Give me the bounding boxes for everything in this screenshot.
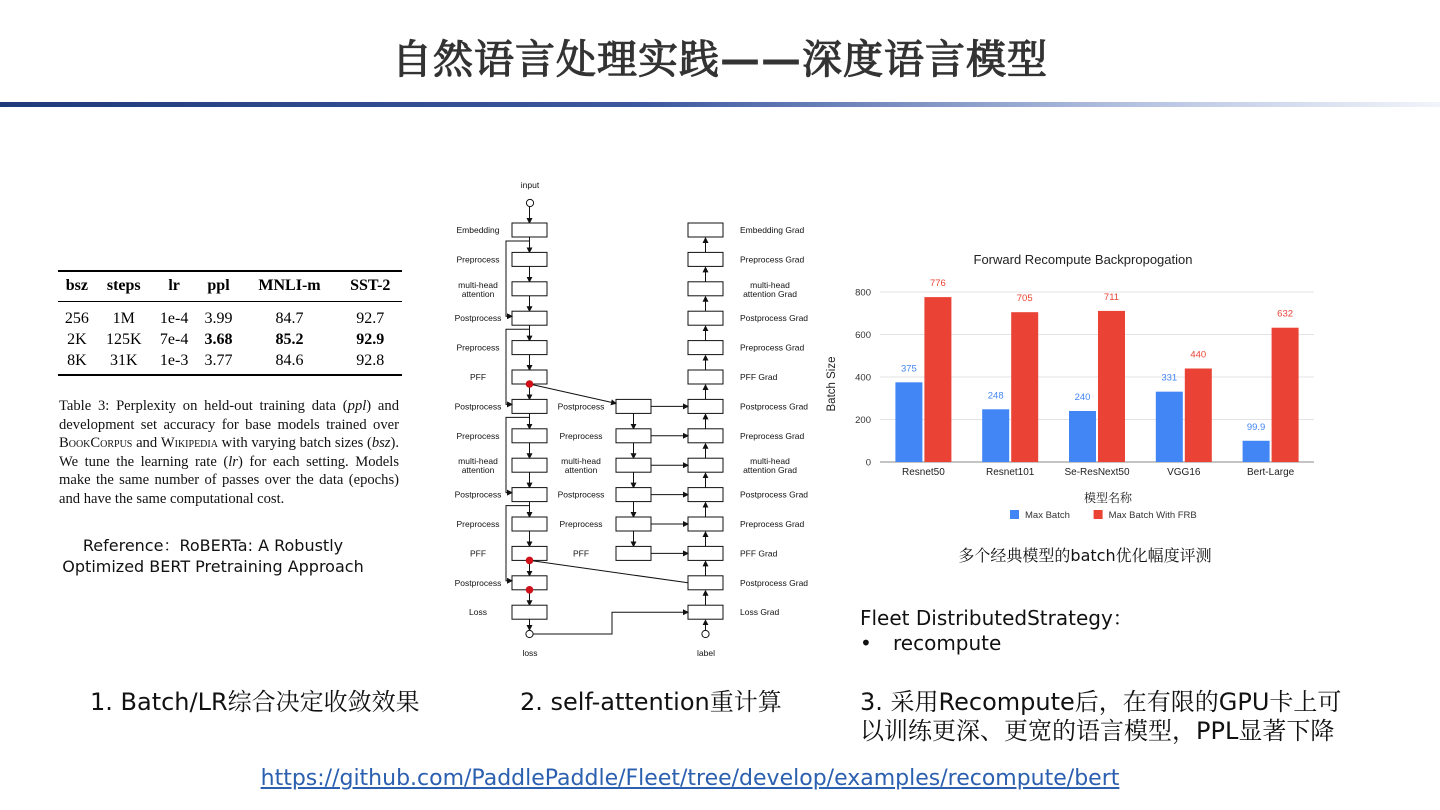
data-label: 711	[1103, 291, 1120, 303]
recompute-block	[616, 488, 651, 502]
forward-label: multi-head	[458, 279, 498, 290]
x-axis-label: 模型名称	[1083, 491, 1133, 505]
gradient-block	[688, 311, 723, 325]
forward-block	[512, 605, 547, 619]
checkpoint-link	[530, 560, 689, 582]
table-cell: 1e-3	[152, 350, 197, 375]
chart-title: Forward Recompute Backpropogation	[973, 252, 1193, 267]
bar	[1156, 392, 1183, 462]
loss-label: loss	[522, 648, 538, 658]
data-label: 375	[900, 363, 917, 375]
gradient-block	[688, 429, 723, 443]
table-cell: 85.2	[275, 330, 304, 348]
gradient-label: multi-head	[750, 279, 790, 290]
gradient-label: Loss Grad	[740, 607, 780, 618]
gradient-block	[688, 605, 723, 619]
gradient-block	[688, 488, 723, 502]
bar	[1011, 312, 1038, 462]
caption-text: with varying batch sizes (	[217, 435, 372, 452]
table-cell: 1e-4	[159, 309, 189, 327]
bar	[982, 409, 1009, 462]
legend-swatch	[1010, 510, 1019, 519]
data-label: 440	[1190, 349, 1207, 361]
bar	[1098, 311, 1125, 462]
gradient-label: Postprocess Grad	[740, 313, 809, 324]
caption-italic: bsz	[371, 435, 391, 452]
recompute-label: multi-head	[561, 456, 601, 467]
caption-text: ). We tune the learning rate (	[59, 435, 399, 470]
table-cell: 3.68	[204, 330, 233, 348]
legend-label: Max Batch	[1025, 510, 1070, 521]
table-cell: 84.6	[241, 350, 339, 375]
fleet-bullet-text: recompute	[893, 631, 1002, 655]
table-header: MNLI-m	[241, 271, 339, 302]
gradient-block	[688, 576, 723, 590]
table-header: steps	[96, 271, 152, 302]
point-self-attention: 2. self-attention重计算	[520, 688, 782, 716]
y-tick-label: 0	[865, 457, 871, 469]
forward-block	[512, 488, 547, 502]
y-tick-label: 800	[855, 287, 871, 299]
fleet-title: Fleet DistributedStrategy：	[860, 606, 1133, 630]
data-label: 776	[929, 278, 946, 290]
forward-label: Preprocess	[456, 254, 500, 265]
x-tick-label: Resnet50	[901, 467, 945, 478]
forward-label: Embedding	[456, 225, 500, 235]
caption-text: and	[132, 435, 161, 452]
bar	[1243, 441, 1270, 462]
gradient-label: Preprocess Grad	[740, 519, 805, 529]
recompute-block	[616, 517, 651, 531]
caption-text: Table 3: Perplexity on held-out training data (	[59, 398, 348, 414]
forward-label: Preprocess	[456, 430, 500, 441]
point-batch-lr: 1. Batch/LR综合决定收敛效果	[90, 688, 420, 716]
checkpoint-dot	[526, 586, 534, 594]
checkpoint-dot	[526, 380, 534, 388]
forward-label: Preprocess	[456, 342, 500, 353]
data-label: 331	[1161, 372, 1178, 384]
label-label: label	[697, 648, 715, 658]
results-table	[58, 270, 402, 376]
recompute-label: Postprocess	[557, 489, 605, 500]
chart-caption: 多个经典模型的batch优化幅度评测	[958, 546, 1212, 565]
data-label: 240	[1074, 392, 1091, 403]
x-tick-label: Resnet101	[986, 467, 1035, 478]
legend-label: Max Batch With FRB	[1108, 510, 1197, 521]
forward-block	[512, 517, 547, 531]
caption-italic: lr	[228, 453, 238, 470]
bullet-mark: •	[860, 631, 872, 655]
gradient-label: attention Grad	[743, 288, 797, 299]
forward-label: Postprocess	[454, 577, 502, 588]
input-node	[526, 199, 533, 206]
forward-label: multi-head	[458, 456, 498, 467]
gradient-label: Preprocess Grad	[740, 430, 805, 441]
caption-smallcaps: Wikipedia	[160, 435, 218, 452]
gradient-block	[688, 517, 723, 531]
gradient-label: Preprocess Grad	[740, 254, 805, 265]
input-label: input	[520, 180, 540, 190]
recompute-block	[616, 399, 651, 413]
title-divider	[0, 102, 1440, 107]
fleet-strategy-note	[860, 606, 1133, 656]
reference-note	[58, 535, 368, 577]
x-tick-label: Bert-Large	[1246, 467, 1295, 478]
forward-label: Postprocess	[454, 401, 502, 412]
point-recompute-line: 以训练更深、更宽的语言模型，PPL显著下降	[860, 717, 1335, 745]
table-cell: 256	[64, 309, 89, 327]
table-cell: 3.99	[204, 309, 233, 327]
table-cell: 92.8	[338, 350, 402, 375]
page-title: 自然语言处理实践——深度语言模型	[392, 37, 1048, 83]
gradient-label: Postprocess Grad	[740, 401, 809, 412]
reference-line: Optimized BERT Pretraining Approach	[62, 557, 364, 576]
table-cell: 84.7	[275, 309, 304, 327]
x-tick-label: Se-ResNext50	[1064, 467, 1130, 478]
gradient-block	[688, 399, 723, 413]
y-axis-label: Batch Size	[826, 356, 838, 412]
label-node	[702, 630, 709, 637]
table-cell: 7e-4	[159, 330, 189, 348]
forward-label: Postprocess	[454, 313, 502, 324]
caption-text: ) for each setting. Models make the same number of passes over the data (epochs) and have the same computational cost.	[59, 453, 400, 507]
table-cell: 8K	[58, 350, 96, 375]
forward-block	[512, 311, 547, 325]
forward-label: Postprocess	[454, 489, 502, 500]
legend-swatch	[1094, 510, 1103, 519]
forward-block	[512, 341, 547, 355]
table-cell: 1M	[112, 309, 135, 327]
y-tick-label: 400	[855, 372, 871, 384]
data-label: 632	[1277, 308, 1294, 320]
reference-line: Reference：RoBERTa: A Robustly	[82, 536, 344, 555]
table-row	[58, 350, 402, 375]
loss-to-grad-arrow	[534, 612, 689, 634]
caption-italic: ppl	[347, 398, 367, 414]
gradient-label: multi-head	[750, 456, 790, 467]
table-cell: 2K	[67, 330, 87, 348]
gradient-block	[688, 341, 723, 355]
forward-block	[512, 399, 547, 413]
bar	[895, 382, 922, 462]
table-caption	[59, 397, 399, 509]
batch-size-chart	[820, 240, 1320, 536]
table-cell: 92.7	[356, 309, 385, 327]
gradient-label: PFF Grad	[740, 372, 778, 382]
bar	[1185, 369, 1212, 463]
forward-label: PFF	[469, 372, 487, 382]
loss-node	[526, 630, 533, 637]
recompute-label: Postprocess	[557, 401, 605, 412]
table-header: bsz	[58, 271, 96, 302]
gradient-block	[688, 458, 723, 472]
bar	[1069, 411, 1096, 462]
table-header: ppl	[196, 271, 240, 302]
table-row	[58, 329, 402, 350]
x-tick-label: VGG16	[1167, 467, 1201, 478]
forward-label: Loss	[469, 607, 487, 618]
data-label: 99.9	[1246, 421, 1266, 433]
table-header-row	[58, 271, 402, 302]
gradient-block	[688, 282, 723, 296]
point-recompute-line: 3. 采用Recompute后，在有限的GPU卡上可	[860, 688, 1342, 716]
data-label: 705	[1016, 293, 1033, 305]
recompute-label: Preprocess	[559, 519, 603, 529]
gradient-label: Postprocess Grad	[740, 489, 809, 500]
forward-block	[512, 223, 547, 237]
bar	[924, 297, 951, 462]
table-header: SST-2	[338, 271, 402, 302]
y-tick-label: 600	[855, 330, 871, 341]
checkpoint-dot	[526, 557, 534, 565]
caption-smallcaps: BookCorpus	[59, 435, 133, 452]
table-cell: 3.77	[196, 350, 240, 375]
gradient-label: Embedding Grad	[740, 225, 805, 235]
gradient-label: PFF Grad	[740, 548, 778, 559]
gradient-block	[688, 546, 723, 560]
point-recompute	[860, 688, 1360, 746]
github-link[interactable]: https://github.com/PaddlePaddle/Fleet/tree/develop/examples/recompute/bert	[260, 766, 1120, 791]
gradient-block	[688, 252, 723, 266]
gradient-label: attention Grad	[743, 465, 797, 476]
recompute-label: PFF	[572, 548, 590, 559]
table-header: lr	[152, 271, 197, 302]
y-tick-label: 200	[855, 415, 871, 426]
fleet-bullet	[860, 631, 1133, 656]
forward-block	[512, 282, 547, 296]
forward-label: attention	[461, 288, 495, 299]
forward-block	[512, 252, 547, 266]
recompute-label: attention	[564, 465, 598, 476]
gradient-block	[688, 223, 723, 237]
forward-label: Preprocess	[456, 519, 500, 529]
table-row	[58, 302, 402, 330]
table-cell: 31K	[96, 350, 152, 375]
forward-label: attention	[461, 465, 495, 476]
forward-label: PFF	[469, 548, 487, 559]
forward-block	[512, 429, 547, 443]
recompute-label: Preprocess	[559, 430, 603, 441]
table-cell: 92.9	[356, 330, 385, 348]
bar	[1272, 328, 1299, 462]
recompute-block	[616, 458, 651, 472]
gradient-label: Preprocess Grad	[740, 342, 805, 353]
forward-block	[512, 458, 547, 472]
caption-text: ) and development set accuracy for base models trained over	[59, 398, 399, 433]
recompute-block	[616, 429, 651, 443]
recompute-block	[616, 546, 651, 560]
gradient-label: Postprocess Grad	[740, 577, 809, 588]
data-label: 248	[987, 390, 1004, 402]
table-cell: 125K	[105, 330, 142, 348]
recompute-diagram	[440, 172, 820, 664]
gradient-block	[688, 370, 723, 384]
